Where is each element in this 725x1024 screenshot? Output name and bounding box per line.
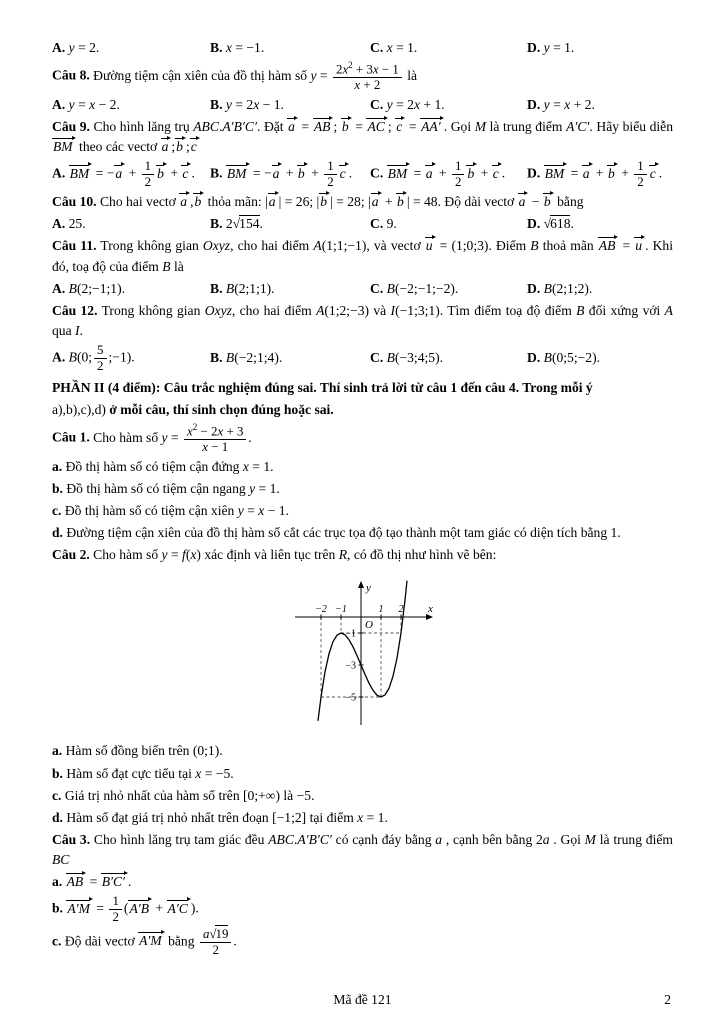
question-9-body: Cho hình lăng trụ ABC.A′B′C′. Đặt a = AB ; b = AC ; c = AA′ . Gọi M là trung điểm A′C′. Hãy biểu diễn BM theo các vectơ a ;b ;c [53, 119, 674, 155]
question-11-body: Trong không gian Oxyz, cho hai điểm A(1;1;−1), và vectơ u = (1;0;3). Điểm B thoả mãn AB = u . Khi đó, toạ độ của điểm B là [52, 238, 673, 274]
option-b: B. 2√154. [210, 216, 263, 232]
tf2-item-c: c. Giá trị nhỏ nhất của hàm số trên [0;+∞) là −5. [52, 787, 315, 803]
svg-text:−3: −3 [344, 660, 356, 672]
question-10-options [52, 214, 673, 234]
option-d: D. BM = a + b + $\frac{1}{2}$ c . [527, 158, 663, 190]
option-b: B. B(2;1;1). [210, 280, 275, 296]
option-b: B. BM = −a + b + $\frac{1}{2}$ c . [210, 158, 353, 190]
option-c: C. BM = a + $\frac{1}{2}$ b + c . [370, 158, 506, 190]
tf-question-1 [52, 422, 673, 455]
question-8 [52, 60, 673, 93]
question-8-label: Câu 8. [52, 67, 90, 83]
carryover-options-row [52, 38, 673, 58]
question-11-label: Câu 11. [52, 238, 97, 254]
tf-question-2-body: Cho hàm số y = f(x) xác định và liên tục trên R, có đồ thị như hình vẽ bên: [89, 547, 497, 563]
question-11 [52, 236, 673, 276]
tf-question-1-body: Cho hàm số y = $\frac{x^2 - 2x + 3}{x - 1}$ . [89, 421, 252, 455]
svg-text:O: O [364, 619, 373, 632]
option-b: B. x = −1. [210, 40, 265, 55]
svg-text:−1: −1 [344, 628, 356, 640]
tf-question-3-label: Câu 3. [52, 831, 91, 847]
svg-text:−2: −2 [314, 604, 327, 616]
question-10-body: Cho hai vectơ a ,b thỏa mãn: |a | = 26; |b | = 28; |a + b | = 48. Độ dài vectơ a − b bằng [96, 194, 584, 210]
option-c: C. B(−3;4;5). [370, 350, 444, 366]
option-a: A. B(2;−1;1). [52, 280, 126, 296]
option-d: D. B(0;5;−2). [527, 350, 601, 366]
svg-text:−1: −1 [334, 604, 347, 616]
question-12-label: Câu 12. [52, 302, 98, 318]
option-d: D. √618. [527, 216, 574, 232]
option-b: B. B(−2;1;4). [210, 350, 283, 366]
svg-text:1: 1 [378, 604, 383, 616]
tf1-item-a: a. Đồ thị hàm số có tiệm cận đứng x = 1. [52, 458, 274, 474]
svg-text:x: x [427, 603, 433, 616]
question-9 [52, 117, 673, 157]
svg-text:2: 2 [398, 604, 403, 616]
tf2-item-a: a. Hàm số đồng biến trên (0;1). [52, 743, 223, 759]
question-9-options [52, 159, 673, 190]
question-11-options [52, 279, 673, 299]
option-a: A. B(0; $\frac{5}{2}$ ;−1). [52, 341, 135, 373]
option-a: A. y = 2. [52, 40, 100, 55]
option-c: C. B(−2;−1;−2). [370, 280, 459, 296]
option-d: D. y = x + 2. [527, 97, 595, 113]
question-10-label: Câu 10. [52, 194, 97, 210]
page-footer [52, 992, 673, 1008]
part2-header-line1: PHẦN II (4 điểm): Câu trắc nghiệm đúng sai. Thí sinh trả lời từ câu 1 đến câu 4. Trong mỗi ý [52, 379, 593, 395]
question-8-body: Đường tiệm cận xiên của đồ thị hàm số y = $\frac{2x^2 + 3x - 1}{x + 2}$ là [89, 60, 418, 93]
tf1-item-c: c. Đồ thị hàm số có tiệm cận xiên y = x − 1. [52, 503, 289, 519]
exam-code: Mã đề 121 [333, 992, 392, 1007]
tf3-item-a: a. AB = B′C′ . [52, 874, 132, 890]
tf-question-3-body: Cho hình lăng trụ tam giác đều ABC.A′B′C′ có cạnh đáy bằng a , cạnh bên bằng 2a . Gọi M là trung điểm BC [52, 831, 673, 867]
tf1-item-d: d. Đường tiệm cận xiên của đồ thị hàm số cắt các trục tọa độ tạo thành một tam giác có diện tích bằng 1. [52, 525, 621, 541]
tf2-item-d: d. Hàm số đạt giá trị nhỏ nhất trên đoạn [−1;2] tại điểm x = 1. [52, 809, 388, 825]
function-graph-figure [52, 579, 673, 731]
option-d: D. y = 1. [527, 40, 575, 55]
question-12-options [52, 343, 673, 374]
option-d: D. B(2;1;2). [527, 280, 593, 296]
part2-header-line2: a),b),c),d) ở mỗi câu, thí sinh chọn đúng hoặc sai. [52, 401, 334, 417]
tf-question-3 [52, 830, 673, 870]
option-c: C. y = 2x + 1. [370, 97, 445, 113]
option-a: A. 25. [52, 216, 86, 232]
tf-question-2 [52, 545, 673, 565]
option-c: C. x = 1. [370, 40, 418, 55]
page-number: 2 [664, 992, 671, 1007]
question-12 [52, 301, 673, 341]
tf-question-1-label: Câu 1. [52, 429, 90, 445]
option-a: A. BM = −a + $\frac{1}{2}$ b + c . [52, 158, 195, 190]
svg-text:−5: −5 [344, 692, 356, 704]
question-10 [52, 192, 673, 212]
tf1-item-b: b. Đồ thị hàm số có tiệm cận ngang y = 1. [52, 481, 280, 496]
question-12-body: Trong không gian Oxyz, cho hai điểm A(1;2;−3) và I(−1;3;1). Tìm điểm toạ độ điểm B đối xứng với A qua I. [52, 302, 673, 338]
svg-text:y: y [365, 582, 371, 595]
tf2-item-b: b. Hàm số đạt cực tiểu tại x = −5. [52, 765, 234, 781]
tf-question-2-label: Câu 2. [52, 547, 90, 563]
question-8-options [52, 95, 673, 115]
option-b: B. y = 2x − 1. [210, 97, 284, 113]
question-9-label: Câu 9. [52, 119, 90, 135]
function-graph-svg [279, 579, 447, 731]
tf3-item-b: b. A′M = $\frac{1}{2}$ (A′B + A′C ). [52, 893, 199, 925]
option-c: C. 9. [370, 216, 397, 232]
tf3-item-c: c. Độ dài vectơ A′M bằng $\frac{a√19}{2}$ . [52, 925, 237, 957]
option-a: A. y = x − 2. [52, 97, 120, 113]
